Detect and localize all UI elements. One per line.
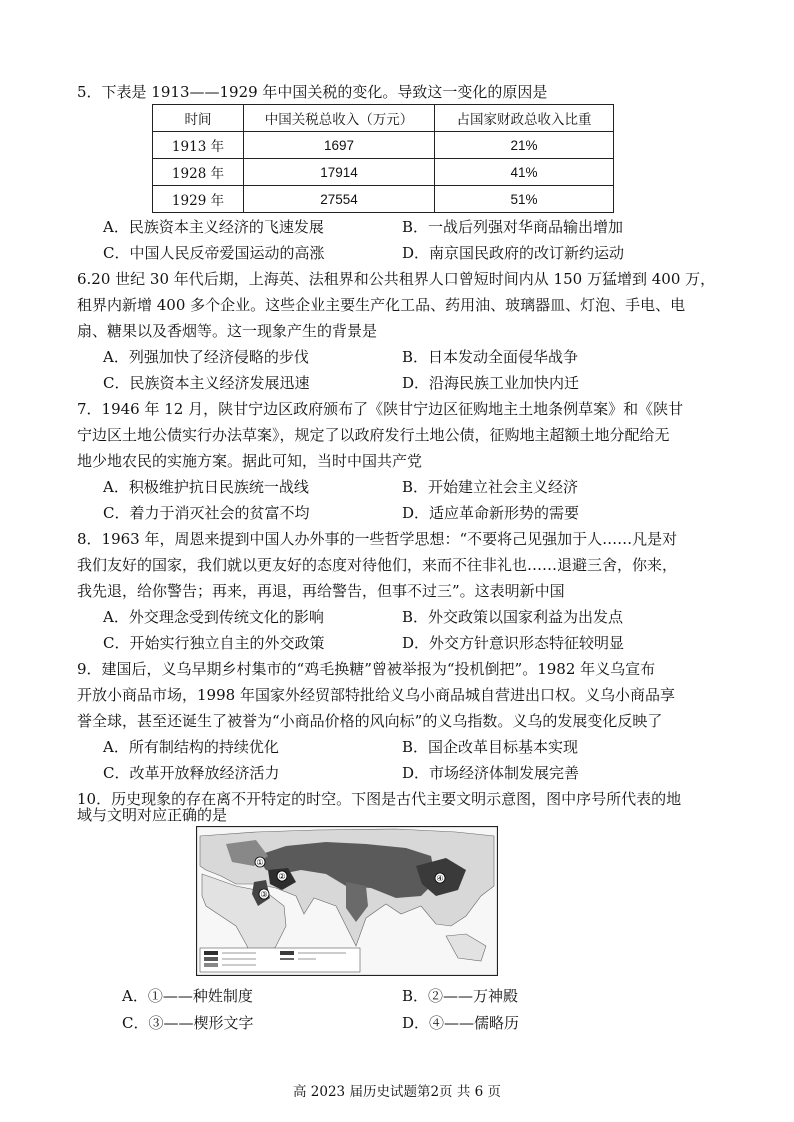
q6-option-b[interactable]: B．日本发动全面侵华战争	[402, 348, 579, 366]
q6-line: 租界内新增 400 多个企业。这些企业主要生产化工品、药用油、玻璃器皿、灯泡、手电、电	[77, 296, 686, 314]
q6-line: 扇、糖果以及香烟等。这一现象产生的背景是	[77, 322, 378, 340]
q7-line: 7．1946 年 12 月，陕甘宁边区政府颁布了《陕甘宁边区征购地主土地条例草案》和《陕甘	[77, 400, 684, 418]
q10-line: 10．历史现象的存在离不开特定的时空。下图是古代主要文明示意图，图中序号所代表的地	[77, 790, 682, 808]
svg-text:①: ①	[256, 858, 264, 867]
q9-line: 9．建国后，义乌早期乡村集市的“鸡毛换糖”曾被举报为“投机倒把”。1982 年义乌宣布	[77, 660, 656, 678]
q6-option-d[interactable]: D．沿海民族工业加快内迁	[402, 374, 580, 392]
q5-option-c[interactable]: C．中国人民反帝爱国运动的高涨	[103, 244, 325, 262]
q5-stem: 5．下表是 1913——1929 年中国关税的变化。导致这一变化的原因是	[77, 83, 548, 101]
table-row	[153, 186, 614, 213]
q6-option-a[interactable]: A．列强加快了经济侵略的步伐	[103, 348, 309, 366]
q7-line: 地少地农民的实施方案。据此可知，当时中国共产党	[77, 452, 423, 470]
svg-text:③: ③	[260, 890, 268, 899]
q8-line: 我先退，给你警告；再来，再退，再给警告，但事不过三”。这表明新中国	[77, 582, 565, 600]
svg-text:②: ②	[278, 872, 286, 881]
table-cell: 1697	[244, 132, 435, 159]
q8-option-b[interactable]: B．外交政策以国家利益为出发点	[402, 608, 624, 626]
q9-option-a[interactable]: A．所有制结构的持续优化	[103, 738, 279, 756]
table-cell: 17914	[244, 159, 435, 186]
table-cell: 21%	[435, 132, 614, 159]
table-header: 中国关税总收入（万元）	[244, 105, 435, 132]
q9-line: 开放小商品市场，1998 年国家外经贸部特批给义乌小商品城自营进出口权。义乌小商品享	[77, 686, 675, 704]
map-marker	[255, 857, 265, 867]
q8-option-a[interactable]: A．外交理念受到传统文化的影响	[103, 608, 324, 626]
q10-option-b[interactable]: B．②——万神殿	[402, 987, 519, 1005]
q8-option-d[interactable]: D．外交方针意识形态特征较明显	[402, 634, 625, 652]
q10-option-d[interactable]: D．④——儒略历	[402, 1014, 520, 1032]
table-cell: 27554	[244, 186, 435, 213]
q7-option-a[interactable]: A．积极维护抗日民族统一战线	[103, 478, 309, 496]
q9-line: 誉全球，甚至还诞生了被誉为“小商品价格的风向标”的义乌指数。义乌的发展变化反映了	[77, 712, 663, 730]
page-footer: 高 2023 届历史试题第2页 共 6 页	[293, 1084, 501, 1100]
q7-option-d[interactable]: D．适应革命新形势的需要	[402, 504, 580, 522]
table-cell: 41%	[435, 159, 614, 186]
table-header: 时间	[153, 105, 244, 132]
q9-option-d[interactable]: D．市场经济体制发展完善	[402, 764, 580, 782]
table-cell: 1913 年	[153, 132, 244, 159]
table-cell: 1929 年	[153, 186, 244, 213]
tariff-table	[152, 104, 614, 213]
q10-option-a[interactable]: A．①——种姓制度	[122, 987, 253, 1005]
q6-option-c[interactable]: C．民族资本主义经济发展迅速	[103, 374, 310, 392]
table-header-row	[153, 105, 614, 132]
table-row	[153, 159, 614, 186]
ancient-civilizations-map	[196, 826, 498, 976]
q7-line: 宁边区土地公债实行办法草案》，规定了以政府发行土地公债，征购地主超额土地分配给无	[77, 426, 670, 444]
table-row	[153, 132, 614, 159]
table-cell: 1928 年	[153, 159, 244, 186]
q7-option-c[interactable]: C．着力于消灭社会的贫富不均	[103, 504, 310, 522]
q7-option-b[interactable]: B．开始建立社会主义经济	[402, 478, 579, 496]
q9-option-b[interactable]: B．国企改革目标基本实现	[402, 738, 579, 756]
table-cell: 51%	[435, 186, 614, 213]
q6-line: 6.20 世纪 30 年代后期，上海英、法租界和公共租界人口曾短时间内从 150 万猛增到 400 万，	[77, 270, 716, 288]
map-marker	[435, 873, 445, 883]
map-marker	[277, 871, 287, 881]
q9-option-c[interactable]: C．改革开放释放经济活力	[103, 764, 280, 782]
map-legend	[200, 948, 360, 972]
q10-line: 域与文明对应正确的是	[77, 806, 228, 824]
table-header: 占国家财政总收入比重	[435, 105, 614, 132]
q5-option-d[interactable]: D．南京国民政府的改订新约运动	[402, 244, 625, 262]
q8-option-c[interactable]: C．开始实行独立自主的外交政策	[103, 634, 325, 652]
svg-text:④: ④	[436, 874, 444, 883]
q5-option-b[interactable]: B．一战后列强对华商品输出增加	[402, 218, 624, 236]
q8-line: 8．1963 年，周恩来提到中国人办外事的一些哲学思想：“不要将己见强加于人……凡是对	[77, 530, 678, 548]
q5-option-a[interactable]: A．民族资本主义经济的飞速发展	[103, 218, 324, 236]
map-marker	[259, 889, 269, 899]
q10-option-c[interactable]: C．③——楔形文字	[122, 1014, 254, 1032]
q8-line: 我们友好的国家，我们就以更友好的态度对待他们，来而不往非礼也……退避三舍，你来，	[77, 556, 678, 574]
